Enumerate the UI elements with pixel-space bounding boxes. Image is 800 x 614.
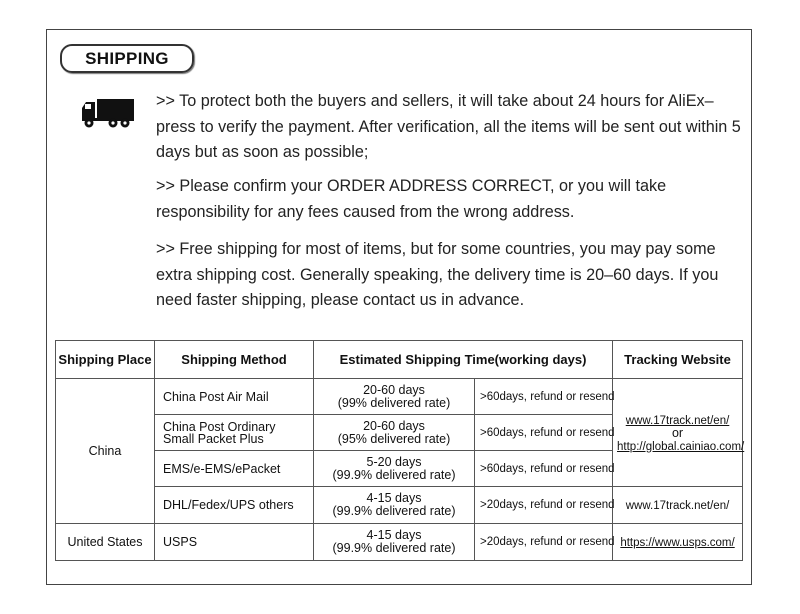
refund-cell: >20days, refund or resend xyxy=(475,524,613,561)
refund-cell: >60days, refund or resend xyxy=(475,379,613,415)
truck-icon xyxy=(80,96,136,132)
days-text: 20-60 days xyxy=(363,418,425,433)
tracking-link-cainiao[interactable]: http://global.cainiao.com/ xyxy=(617,440,745,453)
paragraph-address-lead: >> Please confirm your xyxy=(156,177,327,195)
tracking-link-17track[interactable]: www.17track.net/en/ xyxy=(625,414,730,427)
time-cell xyxy=(314,487,475,524)
paragraph-shipping-time: >> Free shipping for most of items, but for some countries, you may pay some extra shipping cost. Generally speaking, the delivery time is 20–60 days. If you need faster shipping, please contact us in advance. xyxy=(156,240,719,309)
paragraph-verification: >> To protect both the buyers and sellers, it will take about 24 hours for AliEx– press to verify the payment. After verification, all the items will be sent out within 5 days but as soon as possible; xyxy=(156,92,741,161)
header-shipping-place: Shipping Place xyxy=(56,341,155,379)
tracking-link-17track-dhl[interactable]: www.17track.net/en/ xyxy=(625,500,730,512)
rate-text: (99.9% delivered rate) xyxy=(332,541,456,555)
table-header-row xyxy=(56,341,743,379)
method-cell: China Post Ordinary Small Packet Plus xyxy=(155,415,314,451)
days-text: 4-15 days xyxy=(366,528,422,542)
rate-text: (99.9% delivered rate) xyxy=(332,504,456,518)
or-text: or xyxy=(671,425,684,440)
header-tracking-website: Tracking Website xyxy=(613,341,743,379)
method-cell: China Post Air Mail xyxy=(155,379,314,415)
tracking-cell-china xyxy=(613,379,743,487)
tracking-cell-usps xyxy=(613,524,743,561)
refund-cell: >60days, refund or resend xyxy=(475,451,613,487)
rate-text: (99.9% delivered rate) xyxy=(332,467,456,482)
header-shipping-method: Shipping Method xyxy=(155,341,314,379)
time-cell xyxy=(314,524,475,561)
method-cell: EMS/e-EMS/ePacket xyxy=(155,451,314,487)
time-cell xyxy=(314,379,475,415)
method-cell: USPS xyxy=(155,524,314,561)
method-cell: DHL/Fedex/UPS others xyxy=(155,487,314,524)
table-row xyxy=(56,379,743,415)
days-text: 4-15 days xyxy=(366,491,422,505)
header-estimated-time: Estimated Shipping Time(working days) xyxy=(314,341,613,379)
tracking-cell-dhl xyxy=(613,487,743,524)
table-row xyxy=(56,487,743,524)
rate-text: (99% delivered rate) xyxy=(337,395,451,410)
time-cell xyxy=(314,451,475,487)
paragraph-address xyxy=(156,174,748,225)
refund-cell: >60days, refund or resend xyxy=(475,415,613,451)
refund-cell: >20days, refund or resend xyxy=(475,487,613,524)
paragraph-address-tail: , or you will take responsibility for any fees caused from the wrong address. xyxy=(156,177,667,221)
rate-text: (95% delivered rate) xyxy=(337,431,451,446)
address-emphasis: ORDER ADDRESS CORRECT xyxy=(326,177,551,195)
place-united-states: United States xyxy=(56,524,155,561)
tracking-link-usps[interactable]: https://www.usps.com/ xyxy=(620,537,735,549)
days-text: 5-20 days xyxy=(366,454,422,469)
table-row xyxy=(56,524,743,561)
days-text: 20-60 days xyxy=(363,382,425,397)
shipping-table xyxy=(55,340,743,561)
time-cell xyxy=(314,415,475,451)
place-china: China xyxy=(56,379,155,524)
section-title: SHIPPING xyxy=(60,44,194,73)
